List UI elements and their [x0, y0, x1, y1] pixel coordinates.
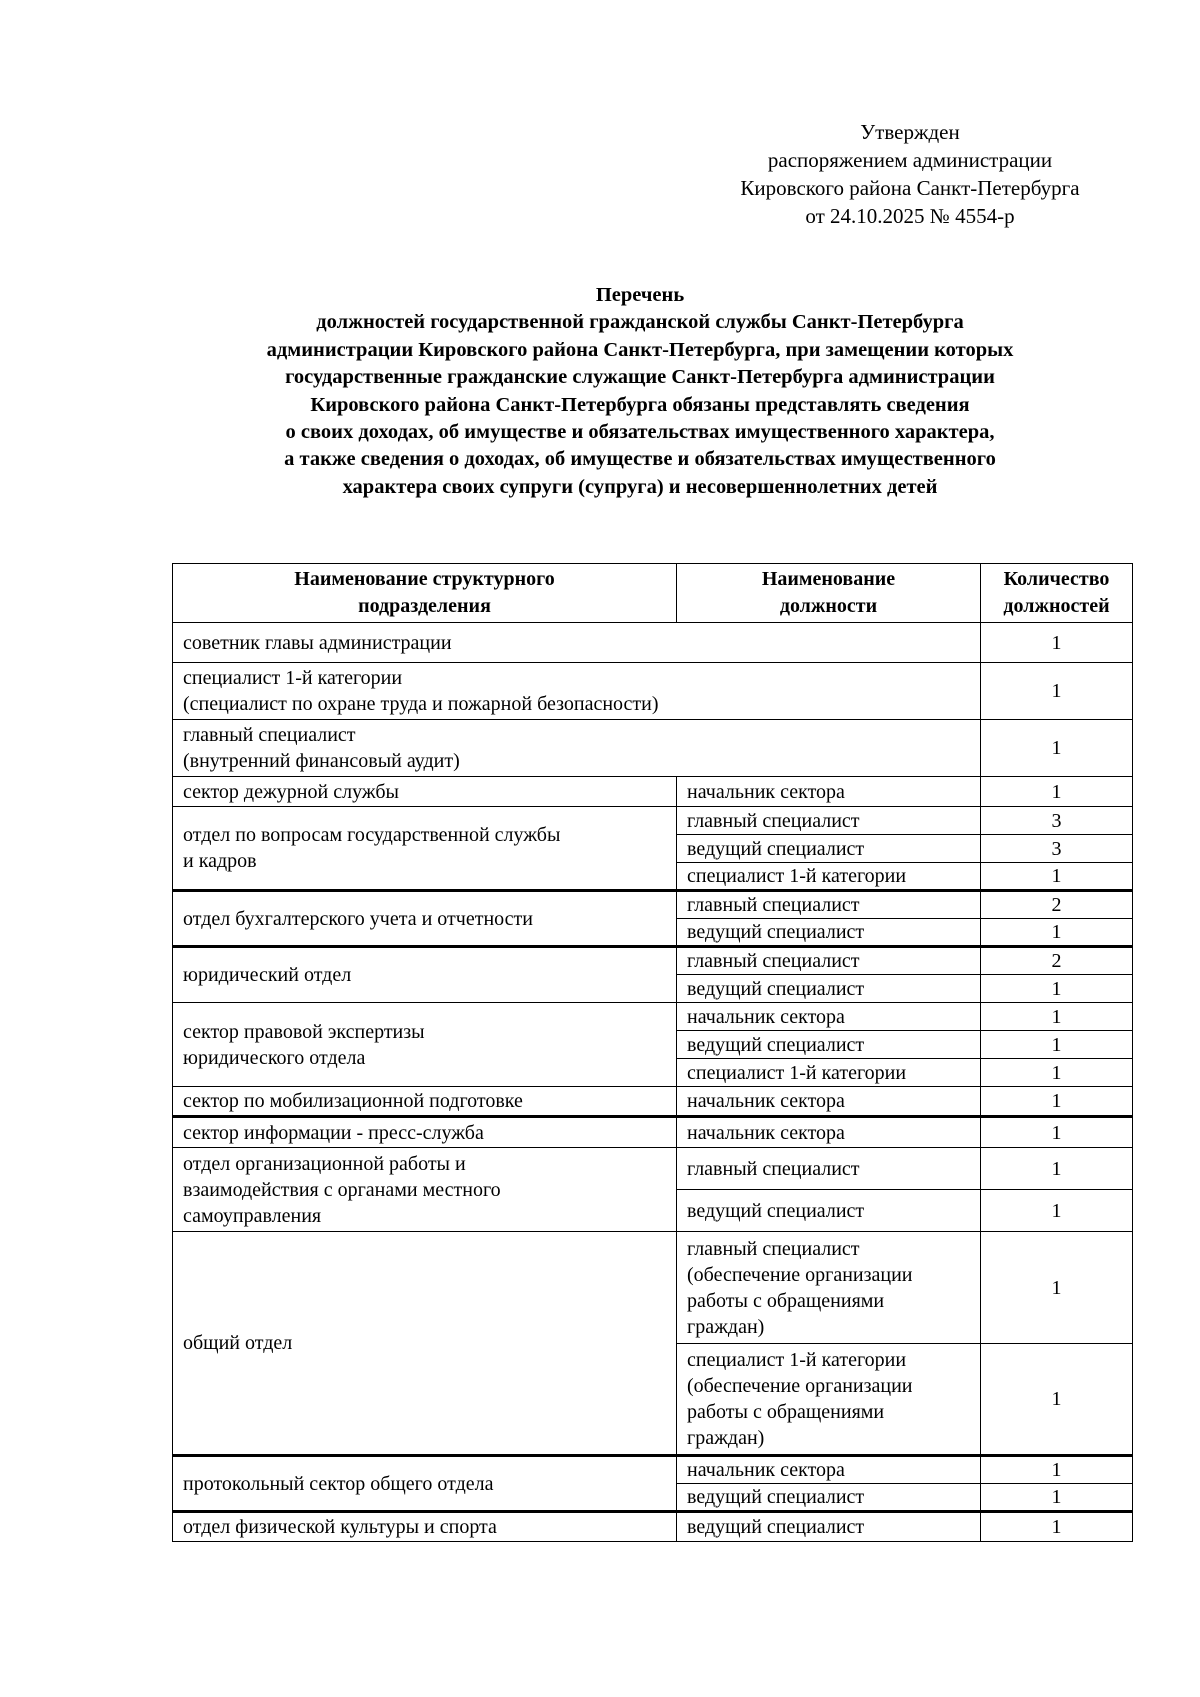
department-cell: специалист 1-й категории (специалист по охране труда и пожарной безопасности) — [173, 663, 981, 720]
header-position: Наименование должности — [677, 564, 981, 623]
title-line: должностей государственной гражданской службы Санкт-Петербурга — [316, 311, 964, 334]
table-row — [173, 1232, 1133, 1344]
department-cell: протокольный сектор общего отдела — [173, 1456, 677, 1512]
count-cell: 3 — [981, 835, 1133, 863]
position-cell: начальник сектора — [677, 777, 981, 807]
count-cell: 2 — [981, 947, 1133, 975]
table-row — [173, 1148, 1133, 1190]
count-cell: 3 — [981, 807, 1133, 835]
department-cell: общий отдел — [173, 1232, 677, 1456]
count-cell: 1 — [981, 1190, 1133, 1232]
title-line: характера своих супруги (супруга) и несовершеннолетних детей — [342, 475, 938, 498]
count-cell: 1 — [981, 1087, 1133, 1117]
count-cell: 1 — [981, 1031, 1133, 1059]
count-cell: 1 — [981, 919, 1133, 947]
title-line: Кировского района Санкт-Петербурга обязаны представлять сведения — [310, 393, 970, 416]
approval-stamp — [700, 118, 1120, 230]
table-row — [173, 663, 1133, 720]
count-cell: 1 — [981, 720, 1133, 777]
table-row — [173, 777, 1133, 807]
department-cell: сектор информации - пресс-служба — [173, 1117, 677, 1148]
department-cell: главный специалист (внутренний финансовый аудит) — [173, 720, 981, 777]
department-cell: советник главы администрации — [173, 623, 981, 663]
department-cell: сектор дежурной службы — [173, 777, 677, 807]
count-cell: 1 — [981, 777, 1133, 807]
approval-line: Утвержден — [860, 120, 960, 144]
count-cell: 1 — [981, 975, 1133, 1003]
position-cell: начальник сектора — [677, 1456, 981, 1484]
position-cell: главный специалист — [677, 891, 981, 919]
title-line: администрации Кировского района Санкт-Петербурга, при замещении которых — [266, 338, 1014, 361]
table-row — [173, 947, 1133, 975]
table-row — [173, 807, 1133, 835]
position-cell: начальник сектора — [677, 1003, 981, 1031]
department-cell: отдел бухгалтерского учета и отчетности — [173, 891, 677, 947]
department-cell: отдел по вопросам государственной службы и кадров — [173, 807, 677, 891]
count-cell: 2 — [981, 891, 1133, 919]
position-cell: главный специалист — [677, 1148, 981, 1190]
header-department: Наименование структурного подразделения — [173, 564, 677, 623]
table-row — [173, 1512, 1133, 1542]
position-cell: начальник сектора — [677, 1117, 981, 1148]
count-cell: 1 — [981, 1512, 1133, 1542]
table-row — [173, 1456, 1133, 1484]
count-cell: 1 — [981, 1484, 1133, 1512]
approval-line: распоряжением администрации — [767, 148, 1053, 172]
count-cell: 1 — [981, 1232, 1133, 1344]
position-cell: специалист 1-й категории (обеспечение организации работы с обращениями граждан) — [677, 1344, 981, 1456]
position-cell: специалист 1-й категории — [677, 863, 981, 891]
position-cell: главный специалист — [677, 807, 981, 835]
title-line: а также сведения о доходах, об имуществе и обязательствах имущественного — [284, 448, 996, 471]
approval-line: Кировского района Санкт-Петербурга — [740, 176, 1080, 200]
table-row — [173, 623, 1133, 663]
position-cell: специалист 1-й категории — [677, 1059, 981, 1087]
count-cell: 1 — [981, 1059, 1133, 1087]
document-title — [140, 282, 1140, 501]
title-line: Перечень — [595, 284, 685, 306]
count-cell: 1 — [981, 1148, 1133, 1190]
count-cell: 1 — [981, 1003, 1133, 1031]
table-header-row — [173, 564, 1133, 623]
table-body — [173, 623, 1133, 1542]
position-cell: ведущий специалист — [677, 975, 981, 1003]
position-cell: ведущий специалист — [677, 1031, 981, 1059]
table-row — [173, 1087, 1133, 1117]
position-cell: ведущий специалист — [677, 1512, 981, 1542]
title-line: о своих доходах, об имуществе и обязательствах имущественного характера, — [285, 421, 995, 444]
department-cell: отдел организационной работы и взаимодействия с органами местного самоуправления — [173, 1148, 677, 1232]
position-cell: ведущий специалист — [677, 835, 981, 863]
positions-table — [172, 563, 1133, 1542]
position-cell: ведущий специалист — [677, 1190, 981, 1232]
count-cell: 1 — [981, 1117, 1133, 1148]
count-cell: 1 — [981, 863, 1133, 891]
table-row — [173, 1117, 1133, 1148]
department-cell: отдел физической культуры и спорта — [173, 1512, 677, 1542]
position-cell: главный специалист — [677, 947, 981, 975]
table-row — [173, 1003, 1133, 1031]
count-cell: 1 — [981, 623, 1133, 663]
approval-line: от 24.10.2025 № 4554-р — [805, 204, 1015, 228]
position-cell: ведущий специалист — [677, 1484, 981, 1512]
position-cell: начальник сектора — [677, 1087, 981, 1117]
position-cell: главный специалист (обеспечение организации работы с обращениями граждан) — [677, 1232, 981, 1344]
count-cell: 1 — [981, 1344, 1133, 1456]
header-count: Количество должностей — [981, 564, 1133, 623]
table-row — [173, 891, 1133, 919]
count-cell: 1 — [981, 663, 1133, 720]
department-cell: юридический отдел — [173, 947, 677, 1003]
department-cell: сектор по мобилизационной подготовке — [173, 1087, 677, 1117]
count-cell: 1 — [981, 1456, 1133, 1484]
title-line: государственные гражданские служащие Санкт-Петербурга администрации — [285, 366, 995, 389]
department-cell: сектор правовой экспертизы юридического отдела — [173, 1003, 677, 1087]
table-row — [173, 720, 1133, 777]
position-cell: ведущий специалист — [677, 919, 981, 947]
